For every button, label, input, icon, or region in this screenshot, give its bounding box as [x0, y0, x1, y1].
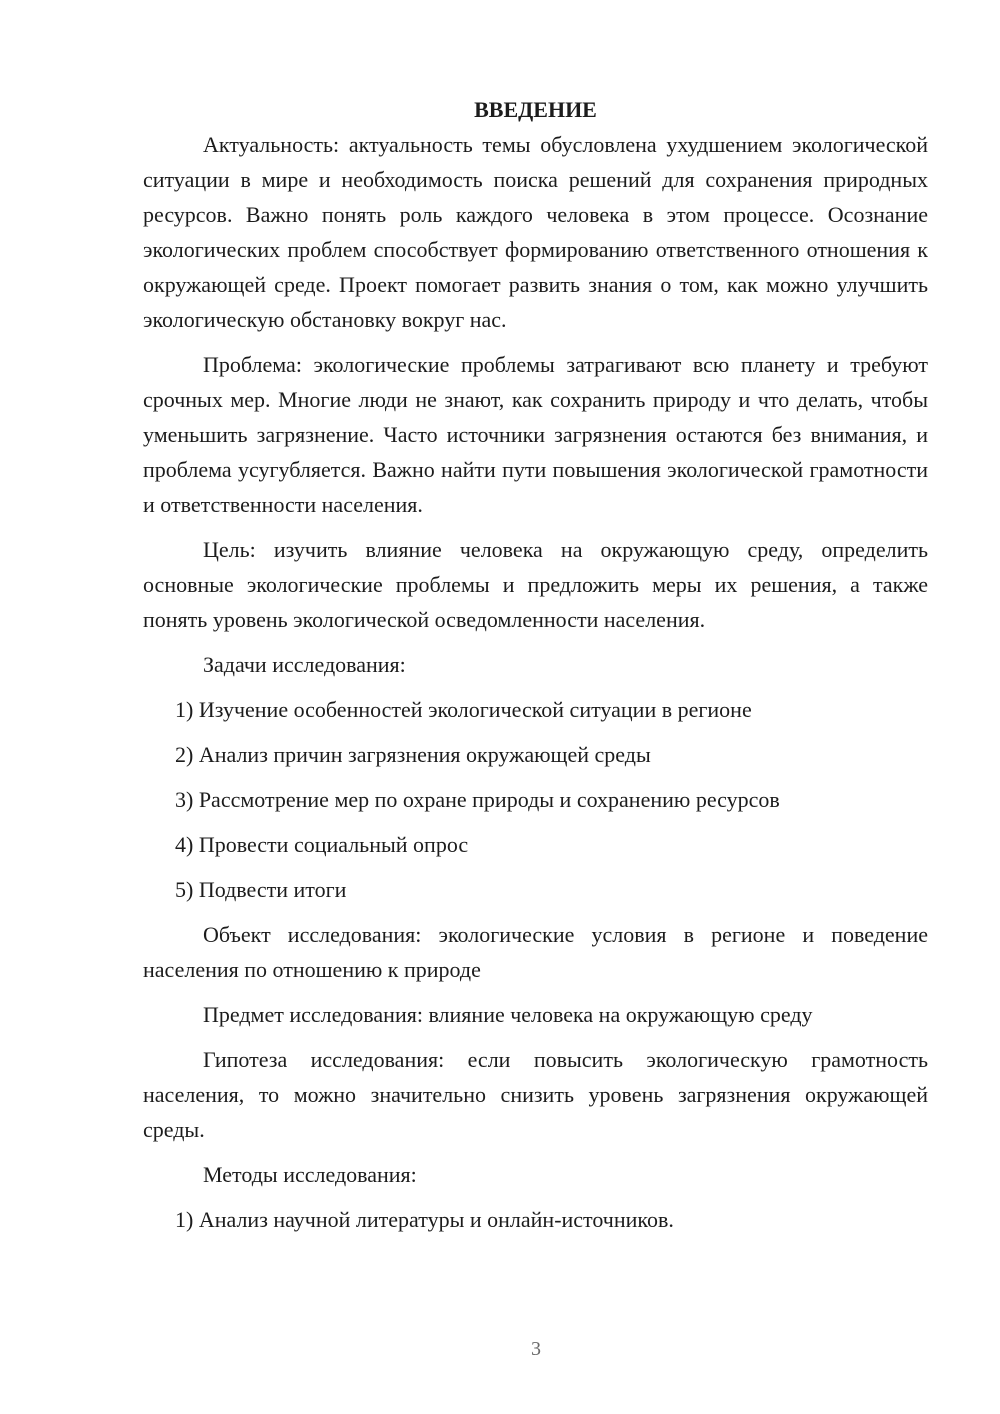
problem-paragraph: Проблема: экологические проблемы затрагивают всю планету и требуют срочных мер. Многие люди не знают, как сохранить природу и что делать, чтобы уменьшить загрязнение. Часто источники загрязнения остаются без внимания, и проблема усугубляется. Важно найти пути повышения экологической грамотности и ответственности населения.: [143, 352, 928, 517]
document-page: [143, 92, 928, 1247]
task-item: 5) Подвести итоги: [175, 877, 347, 902]
tasks-heading: Задачи исследования:: [203, 652, 406, 677]
subject-paragraph: Предмет исследования: влияние человека на окружающую среду: [203, 1002, 813, 1027]
task-item: 4) Провести социальный опрос: [175, 832, 469, 857]
task-item: 1) Изучение особенностей экологической ситуации в регионе: [175, 697, 752, 722]
hypothesis-paragraph: Гипотеза исследования: если повысить экологическую грамотность населения, то можно значительно снизить уровень загрязнения окружающей среды.: [143, 1047, 928, 1142]
task-item: 2) Анализ причин загрязнения окружающей среды: [175, 742, 651, 767]
object-paragraph: Объект исследования: экологические условия в регионе и поведение населения по отношению к природе: [143, 922, 928, 982]
methods-heading: Методы исследования:: [203, 1162, 417, 1187]
relevance-paragraph: Актуальность: актуальность темы обусловлена ухудшением экологической ситуации в мире и необходимость поиска решений для сохранения природных ресурсов. Важно понять роль каждого человека в этом процессе. Осознание экологических проблем способствует формированию ответственного отношения к окружающей среде. Проект помогает развить знания о том, как можно улучшить экологическую обстановку вокруг нас.: [143, 132, 928, 332]
task-item: 3) Рассмотрение мер по охране природы и сохранению ресурсов: [175, 787, 780, 812]
method-item: 1) Анализ научной литературы и онлайн-источников.: [175, 1207, 674, 1232]
goal-paragraph: Цель: изучить влияние человека на окружающую среду, определить основные экологические проблемы и предложить меры их решения, а также понять уровень экологической осведомленности населения.: [143, 537, 928, 632]
page-number: 3: [531, 1338, 541, 1360]
page-title: ВВЕДЕНИЕ: [474, 97, 597, 122]
